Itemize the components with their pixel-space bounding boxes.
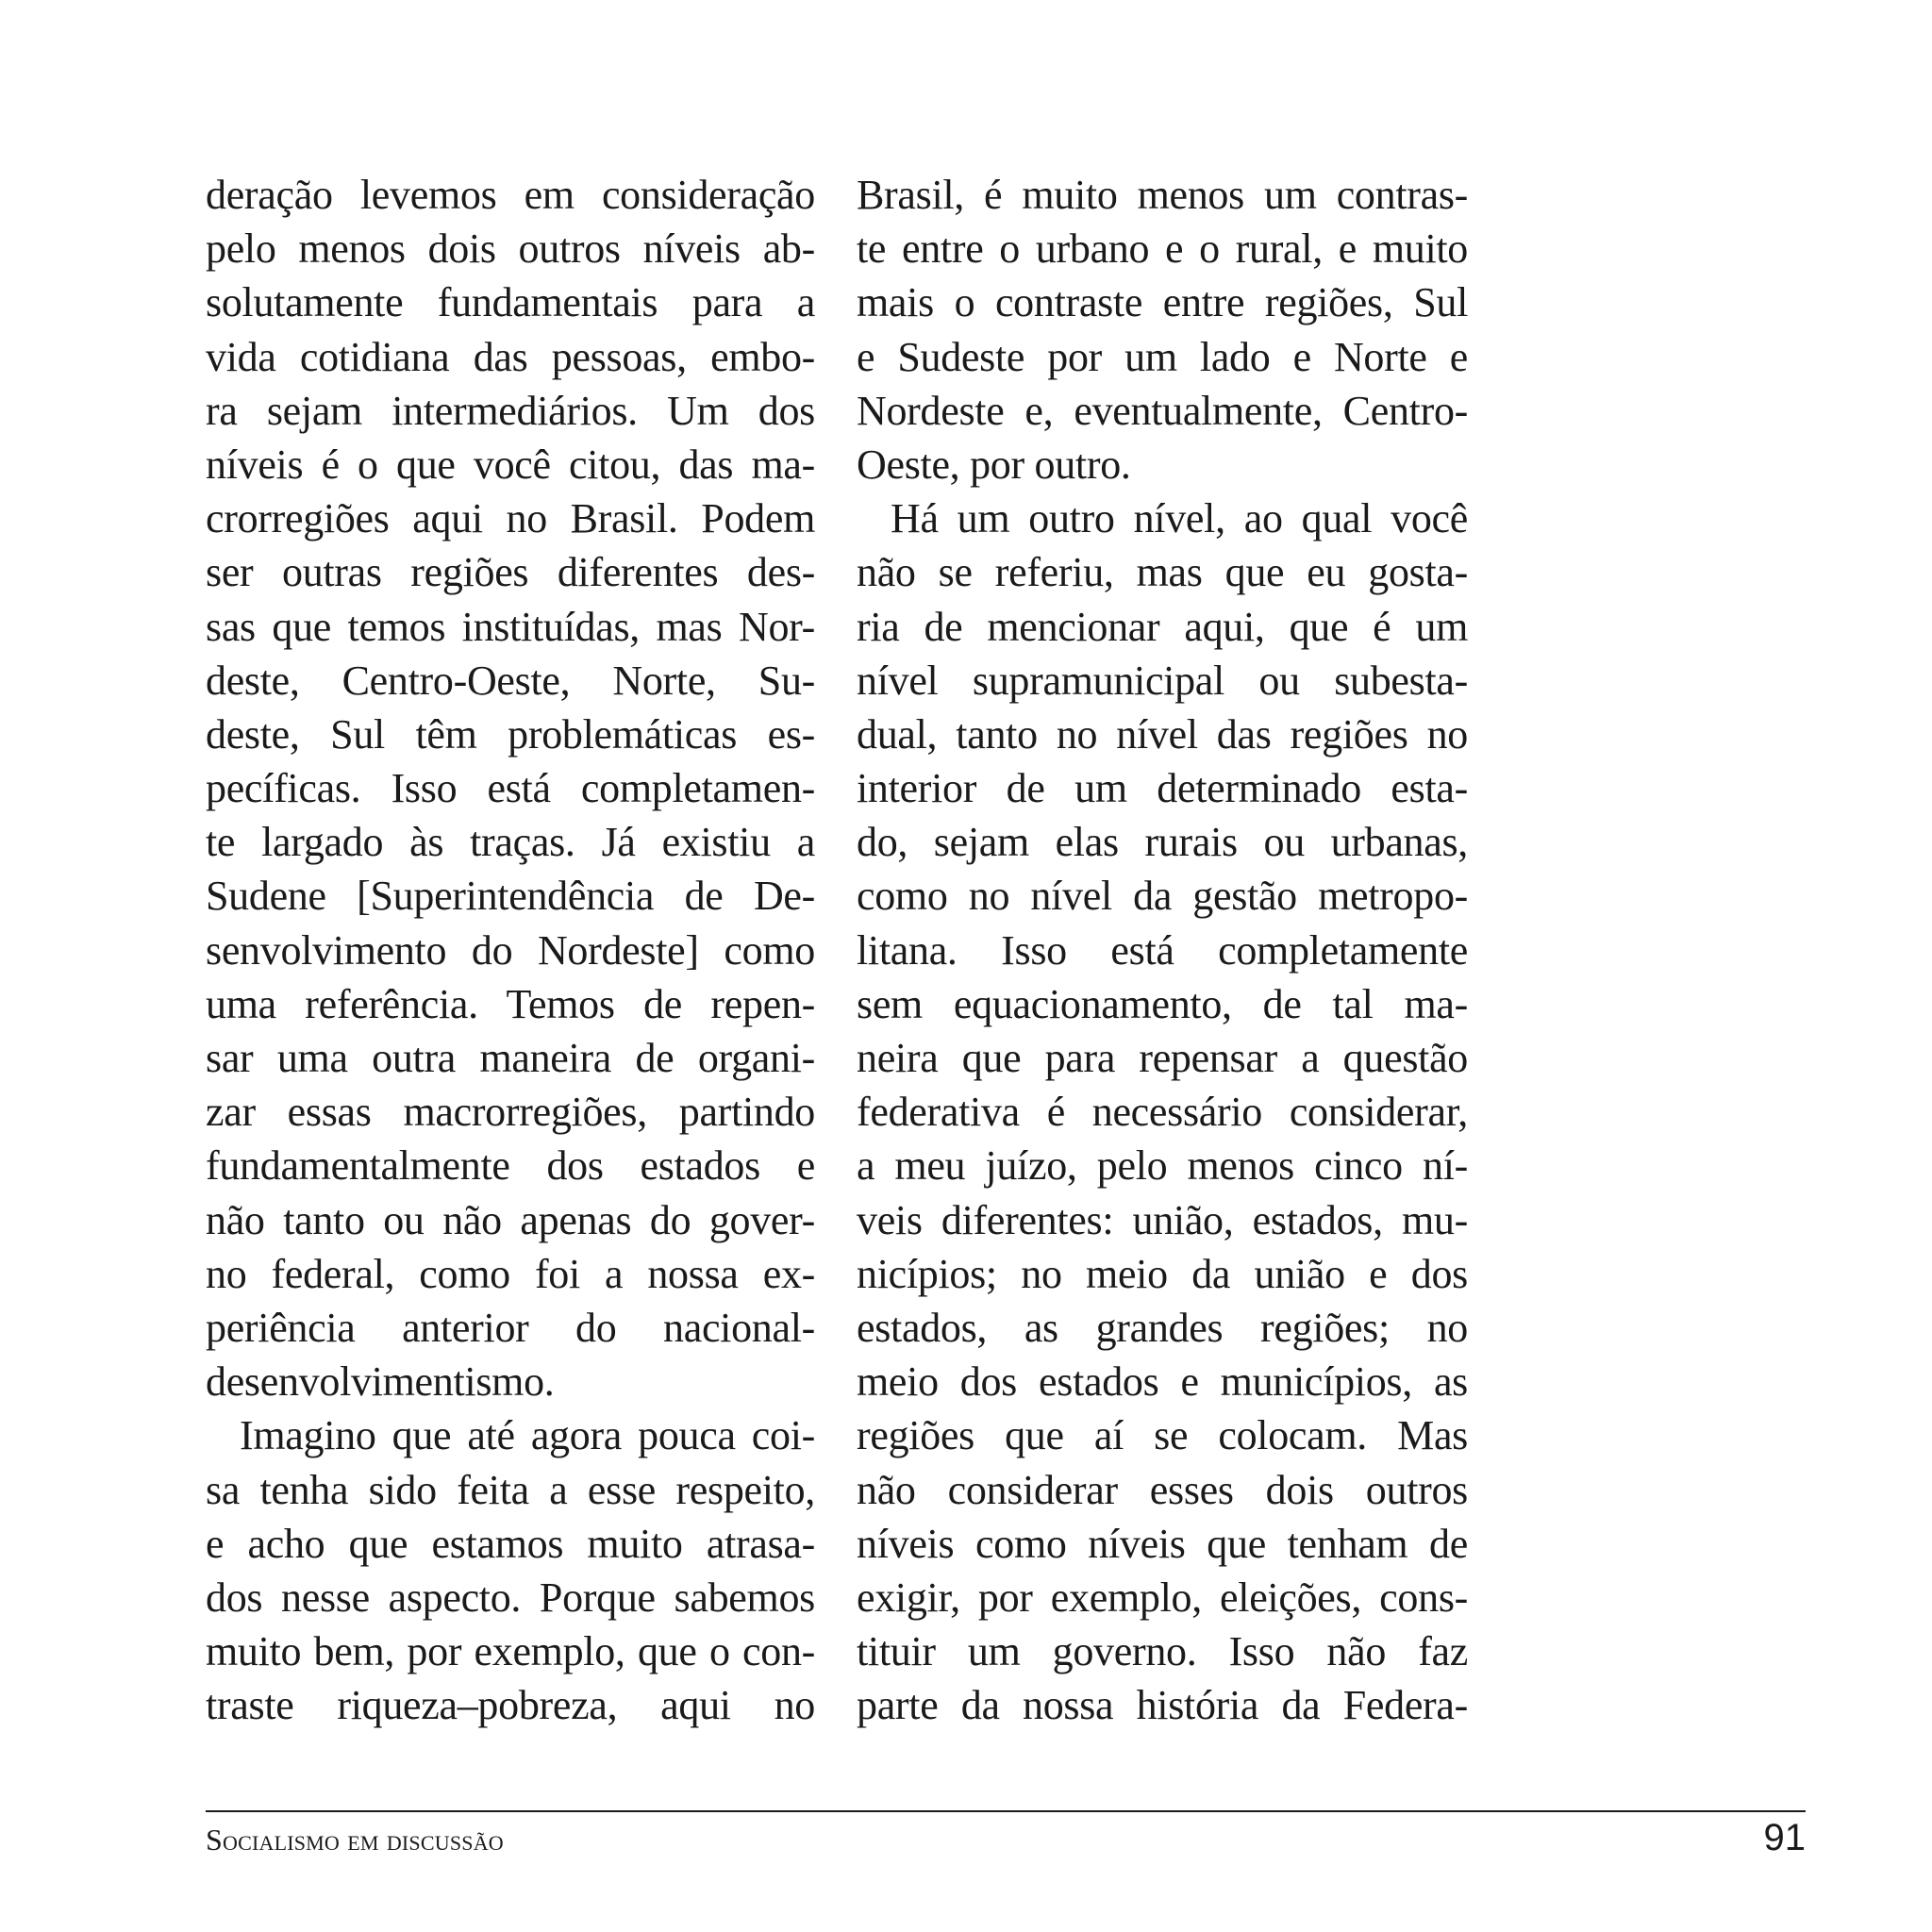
text-line: regiões que aí se colocam. Mas xyxy=(857,1412,1468,1459)
text-line: solutamente fundamentais para a xyxy=(206,279,815,326)
text-line: níveis como níveis que tenham de xyxy=(857,1520,1468,1567)
text-line: ra sejam intermediários. Um dos xyxy=(206,387,815,434)
page-number: 91 xyxy=(1763,1817,1806,1858)
footer-divider xyxy=(206,1810,1806,1812)
text-line: interior de um determinado esta- xyxy=(857,765,1468,812)
text-line: Nordeste e, eventualmente, Centro- xyxy=(857,387,1468,434)
text-line: Brasil, é muito menos um contras- xyxy=(857,172,1468,218)
text-line: e Sudeste por um lado e Norte e xyxy=(857,333,1468,380)
text-line: federativa é necessário considerar, xyxy=(857,1089,1468,1136)
text-line: pecíficas. Isso está completamen- xyxy=(206,765,815,812)
left-text-column xyxy=(206,168,815,1732)
text-line: te largado às traças. Já existiu a xyxy=(206,819,815,866)
text-line: exigir, por exemplo, eleições, cons- xyxy=(857,1574,1468,1621)
text-line: ser outras regiões diferentes des- xyxy=(206,549,815,596)
text-line: desenvolvimentismo. xyxy=(206,1358,555,1406)
text-line: periência anterior do nacional- xyxy=(206,1304,815,1351)
text-line: Há um outro nível, ao qual você xyxy=(891,495,1468,542)
text-line: como no nível da gestão metropo- xyxy=(857,873,1468,920)
text-line: deste, Centro-Oeste, Norte, Su- xyxy=(206,657,815,704)
right-text-column xyxy=(857,168,1468,1732)
text-line: fundamentalmente dos estados e xyxy=(206,1142,815,1190)
text-line: a meu juízo, pelo menos cinco ní- xyxy=(857,1142,1468,1190)
text-line: traste riqueza–pobreza, aqui no xyxy=(206,1682,815,1729)
text-line: sar uma outra maneira de organi- xyxy=(206,1035,815,1081)
text-line: dos nesse aspecto. Porque sabemos xyxy=(206,1574,815,1621)
text-line: pelo menos dois outros níveis ab- xyxy=(206,225,815,273)
text-line: senvolvimento do Nordeste] como xyxy=(206,926,815,974)
text-line: do, sejam elas rurais ou urbanas, xyxy=(857,819,1468,866)
text-line: meio dos estados e municípios, as xyxy=(857,1358,1468,1406)
text-line: não considerar esses dois outros xyxy=(857,1466,1468,1513)
text-line: neira que para repensar a questão xyxy=(857,1035,1468,1081)
text-line: litana. Isso está completamente xyxy=(857,926,1468,974)
text-line: parte da nossa história da Federa- xyxy=(857,1682,1468,1729)
running-footer-title: Socialismo em discussão xyxy=(206,1823,504,1857)
text-line: Imagino que até agora pouca coi- xyxy=(240,1412,815,1459)
text-line: zar essas macrorregiões, partindo xyxy=(206,1089,815,1136)
text-line: nicípios; no meio da união e dos xyxy=(857,1250,1468,1297)
text-line: deste, Sul têm problemáticas es- xyxy=(206,710,815,758)
text-line: Sudene [Superintendência de De- xyxy=(206,873,815,920)
text-line: veis diferentes: união, estados, mu- xyxy=(857,1196,1468,1243)
text-line: Oeste, por outro. xyxy=(857,441,1131,488)
text-line: uma referência. Temos de repen- xyxy=(206,980,815,1027)
text-line: sem equacionamento, de tal ma- xyxy=(857,980,1468,1027)
text-line: muito bem, por exemplo, que o con- xyxy=(206,1628,815,1675)
text-line: no federal, como foi a nossa ex- xyxy=(206,1250,815,1297)
text-line: crorregiões aqui no Brasil. Podem xyxy=(206,495,815,542)
text-line: dual, tanto no nível das regiões no xyxy=(857,710,1468,758)
text-line: deração levemos em consideração xyxy=(206,172,815,218)
text-line: sa tenha sido feita a esse respeito, xyxy=(206,1466,815,1513)
text-line: ria de mencionar aqui, que é um xyxy=(857,603,1468,650)
text-line: e acho que estamos muito atrasa- xyxy=(206,1520,815,1567)
text-line: vida cotidiana das pessoas, embo- xyxy=(206,333,815,380)
text-line: nível supramunicipal ou subesta- xyxy=(857,657,1468,704)
text-line: estados, as grandes regiões; no xyxy=(857,1304,1468,1351)
text-line: mais o contraste entre regiões, Sul xyxy=(857,279,1468,326)
text-line: tituir um governo. Isso não faz xyxy=(857,1628,1468,1675)
text-line: te entre o urbano e o rural, e muito xyxy=(857,225,1468,273)
text-line: níveis é o que você citou, das ma- xyxy=(206,441,815,488)
text-line: não tanto ou não apenas do gover- xyxy=(206,1196,815,1243)
text-line: não se referiu, mas que eu gosta- xyxy=(857,549,1468,596)
text-line: sas que temos instituídas, mas Nor- xyxy=(206,603,815,650)
